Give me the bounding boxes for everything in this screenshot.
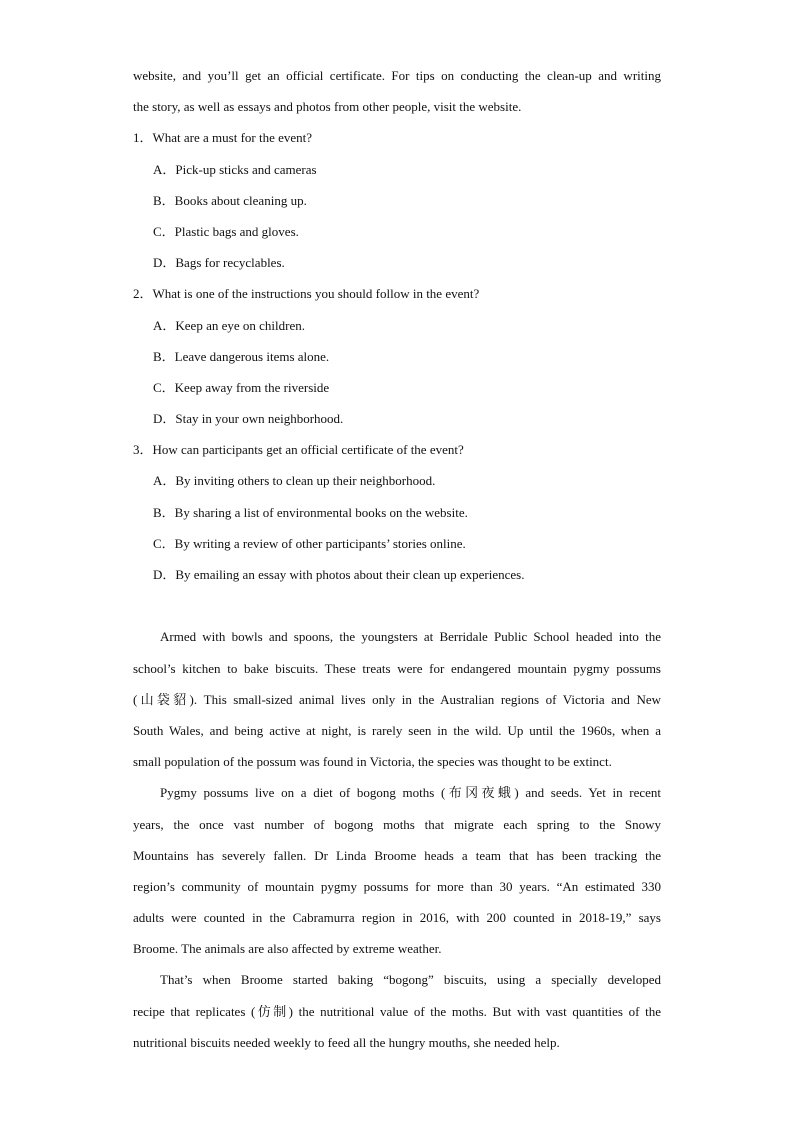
question-option: B．Books about cleaning up. xyxy=(153,192,307,208)
passage-line: region’s community of mountain pygmy possums for more than 30 years. “An estimated 330 xyxy=(133,878,661,894)
passage-paragraph xyxy=(133,777,661,964)
passage-line: school’s kitchen to bake biscuits. These treats were for endangered mountain pygmy possums xyxy=(133,660,661,676)
intro-line: the story, as well as essays and photos from other people, visit the website. xyxy=(133,99,522,115)
question-option: D．Stay in your own neighborhood. xyxy=(153,411,344,427)
question-option: B．Leave dangerous items alone. xyxy=(153,348,330,364)
passage-line: adults were counted in the Cabramurra region in 2016, with 200 counted in 2018-19,” says xyxy=(133,910,661,926)
passage-line: small population of the possum was found in Victoria, the species was thought to be extinct. xyxy=(133,754,612,770)
passage-line: recipe that replicates (仿制) the nutritional value of the moths. But with vast quantities of the xyxy=(133,1003,661,1019)
question-option: D．By emailing an essay with photos about their clean up experiences. xyxy=(153,567,525,582)
question-option: A．Pick-up sticks and cameras xyxy=(153,161,317,177)
question-option: C．Keep away from the riverside xyxy=(153,379,330,395)
passage-line: nutritional biscuits needed weekly to feed all the hungry mouths, she needed help. xyxy=(133,1034,560,1050)
passage-line: South Wales, and being active at night, is rarely seen in the wild. Up until the 1960s, when a xyxy=(133,722,661,738)
passage-line: Armed with bowls and spoons, the youngsters at Berridale Public School headed into the xyxy=(160,629,661,645)
question-stem: 3．How can participants get an official certificate of the event? xyxy=(133,442,464,458)
passage-line: That’s when Broome started baking “bogong” biscuits, using a specially developed xyxy=(160,972,661,988)
question-stem: 1．What are a must for the event? xyxy=(133,130,313,146)
passage-line: (山袋貂). This small-sized animal lives only in the Australian regions of Victoria and New xyxy=(133,691,661,707)
question-option: C．By writing a review of other participants’ stories online. xyxy=(153,535,466,551)
question-option: A．By inviting others to clean up their neighborhood. xyxy=(153,473,436,489)
intro-line: website, and you’ll get an official certificate. For tips on conducting the clean-up and writing xyxy=(133,68,661,83)
question-option: C．Plastic bags and gloves. xyxy=(153,223,299,239)
blank-line xyxy=(133,590,661,621)
question-option: B．By sharing a list of environmental books on the website. xyxy=(153,504,468,520)
passage-paragraph xyxy=(133,621,661,777)
question-stem: 2．What is one of the instructions you should follow in the event? xyxy=(133,286,480,302)
passage-line: Pygmy possums live on a diet of bogong moths (布冈夜蛾) and seeds. Yet in recent xyxy=(160,785,661,801)
document-page xyxy=(133,60,661,1058)
question-option: D．Bags for recyclables. xyxy=(153,255,285,271)
question-option: A．Keep an eye on children. xyxy=(153,317,305,333)
passage-line: Mountains has severely fallen. Dr Linda Broome heads a team that has been tracking the xyxy=(133,847,661,863)
passage-line: Broome. The animals are also affected by extreme weather. xyxy=(133,941,442,957)
passage-paragraph xyxy=(133,964,661,1058)
passage-line: years, the once vast number of bogong moths that migrate each spring to the Snowy xyxy=(133,816,661,832)
